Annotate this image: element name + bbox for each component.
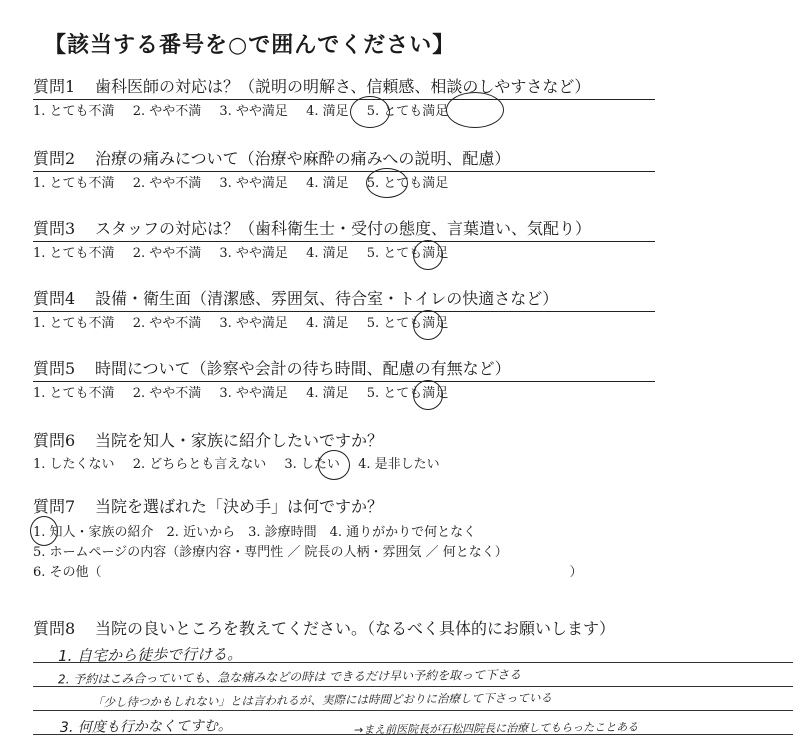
option-5[interactable]: 5. とても満足 xyxy=(366,386,449,401)
question-number: 質問1 xyxy=(33,77,76,96)
option-2[interactable]: 2. やや不満 xyxy=(132,104,202,119)
option-3[interactable]: 3. したい xyxy=(284,457,340,472)
handwritten-answer-3: 「少し待つかもしれない」とは言われるが、実際には時間どおりに治療して下さっている xyxy=(91,690,553,710)
other-option-close: ） xyxy=(569,565,583,580)
option-2[interactable]: 2. やや不満 xyxy=(132,176,202,191)
option-1[interactable]: 1. とても不満 xyxy=(33,246,115,261)
option-1[interactable]: 1. とても不満 xyxy=(33,386,115,401)
option-3[interactable]: 3. やや満足 xyxy=(219,316,288,331)
option-4[interactable]: 4. 満足 xyxy=(306,246,349,261)
question-8 xyxy=(33,618,713,641)
options-line-2[interactable]: 5. ホームページの内容（診療内容・専門性 ／ 院長の人柄・雰囲気 ／ 何となく） xyxy=(33,545,508,560)
option-2[interactable]: 2. やや不満 xyxy=(132,386,202,401)
question-1 xyxy=(33,76,655,122)
answer-options xyxy=(33,384,655,404)
question-text: スタッフの対応は？（歯科衛生士・受付の態度、言葉遣い、気配り） xyxy=(95,219,592,238)
option-2[interactable]: 2. やや不満 xyxy=(132,316,202,331)
other-option-label: 6. その他（ xyxy=(33,565,102,580)
question-3 xyxy=(33,218,655,264)
option-1[interactable]: 1. とても不満 xyxy=(33,104,115,119)
question-text: 時間について（診察や会計の待ち時間、配慮の有無など） xyxy=(95,359,511,378)
option-1[interactable]: 1. とても不満 xyxy=(33,316,115,331)
question-5 xyxy=(33,358,655,404)
option-5[interactable]: 5. とても満足 xyxy=(366,104,449,119)
option-5[interactable]: 5. とても満足 xyxy=(366,316,449,331)
question-number: 質問2 xyxy=(33,149,76,168)
question-number: 質問6 xyxy=(33,431,76,450)
question-text: 当院の良いところを教えてください。（なるべく具体的にお願いします） xyxy=(95,619,616,638)
option-3[interactable]: 3. やや満足 xyxy=(219,386,288,401)
options-line-1[interactable]: 1. 知人・家族の紹介 2. 近いから 3. 診療時間 4. 通りがかりで何となく xyxy=(33,525,477,540)
question-text: 歯科医師の対応は？（説明の明解さ、信頼感、相談のしやすさなど） xyxy=(95,77,591,96)
answer-options xyxy=(33,314,655,334)
option-5[interactable]: 5. とても満足 xyxy=(366,246,449,261)
option-4[interactable]: 4. 満足 xyxy=(306,176,349,191)
option-1[interactable]: 1. とても不満 xyxy=(33,176,115,191)
question-number: 質問3 xyxy=(33,219,76,238)
option-5[interactable]: 5. とても満足 xyxy=(366,176,449,191)
question-4 xyxy=(33,288,655,334)
question-number: 質問8 xyxy=(33,619,76,638)
handwritten-answer-4: 3. 何度も行かなくてすむ。 xyxy=(59,718,232,736)
handwritten-answer-2: 2. 予約はこみ合っていても、急な痛みなどの時は できるだけ早い予約を取って下さる xyxy=(57,667,522,687)
options-line-3[interactable] xyxy=(33,563,673,583)
option-4[interactable]: 4. 満足 xyxy=(306,386,349,401)
option-4[interactable]: 4. 是非したい xyxy=(358,457,440,472)
answer-options xyxy=(33,455,655,475)
option-3[interactable]: 3. やや満足 xyxy=(219,246,288,261)
question-number: 質問7 xyxy=(33,497,76,516)
question-7 xyxy=(33,496,673,583)
question-text: 治療の痛みについて（治療や麻酔の痛みへの説明、配慮） xyxy=(95,149,511,168)
option-3[interactable]: 3. やや満足 xyxy=(219,104,288,119)
question-text: 設備・衛生面（清潔感、雰囲気、待合室・トイレの快適さなど） xyxy=(95,289,559,308)
answer-options xyxy=(33,244,655,264)
option-2[interactable]: 2. どちらとも言えない xyxy=(132,457,267,472)
option-1[interactable]: 1. したくない xyxy=(33,457,115,472)
option-4[interactable]: 4. 満足 xyxy=(306,316,349,331)
question-number: 質問5 xyxy=(33,359,76,378)
option-3[interactable]: 3. やや満足 xyxy=(219,176,288,191)
answer-options xyxy=(33,102,655,122)
question-2 xyxy=(33,148,655,194)
page-title: 【該当する番号を○で囲んでください】 xyxy=(44,32,456,58)
answer-options xyxy=(33,174,655,194)
question-number: 質問4 xyxy=(33,289,76,308)
answer-rule xyxy=(33,710,793,711)
option-4[interactable]: 4. 満足 xyxy=(306,104,349,119)
handwritten-answer-1: 1. 自宅から徒歩で行ける。 xyxy=(57,645,243,665)
question-text: 当院を知人・家族に紹介したいですか？ xyxy=(95,431,384,450)
question-6 xyxy=(33,430,655,475)
question-text: 当院を選ばれた「決め手」は何ですか？ xyxy=(95,497,384,516)
handwritten-answer-5: →まえ前医院長が石松四院長に治療してもらったことある xyxy=(353,720,639,737)
option-2[interactable]: 2. やや不満 xyxy=(132,246,202,261)
